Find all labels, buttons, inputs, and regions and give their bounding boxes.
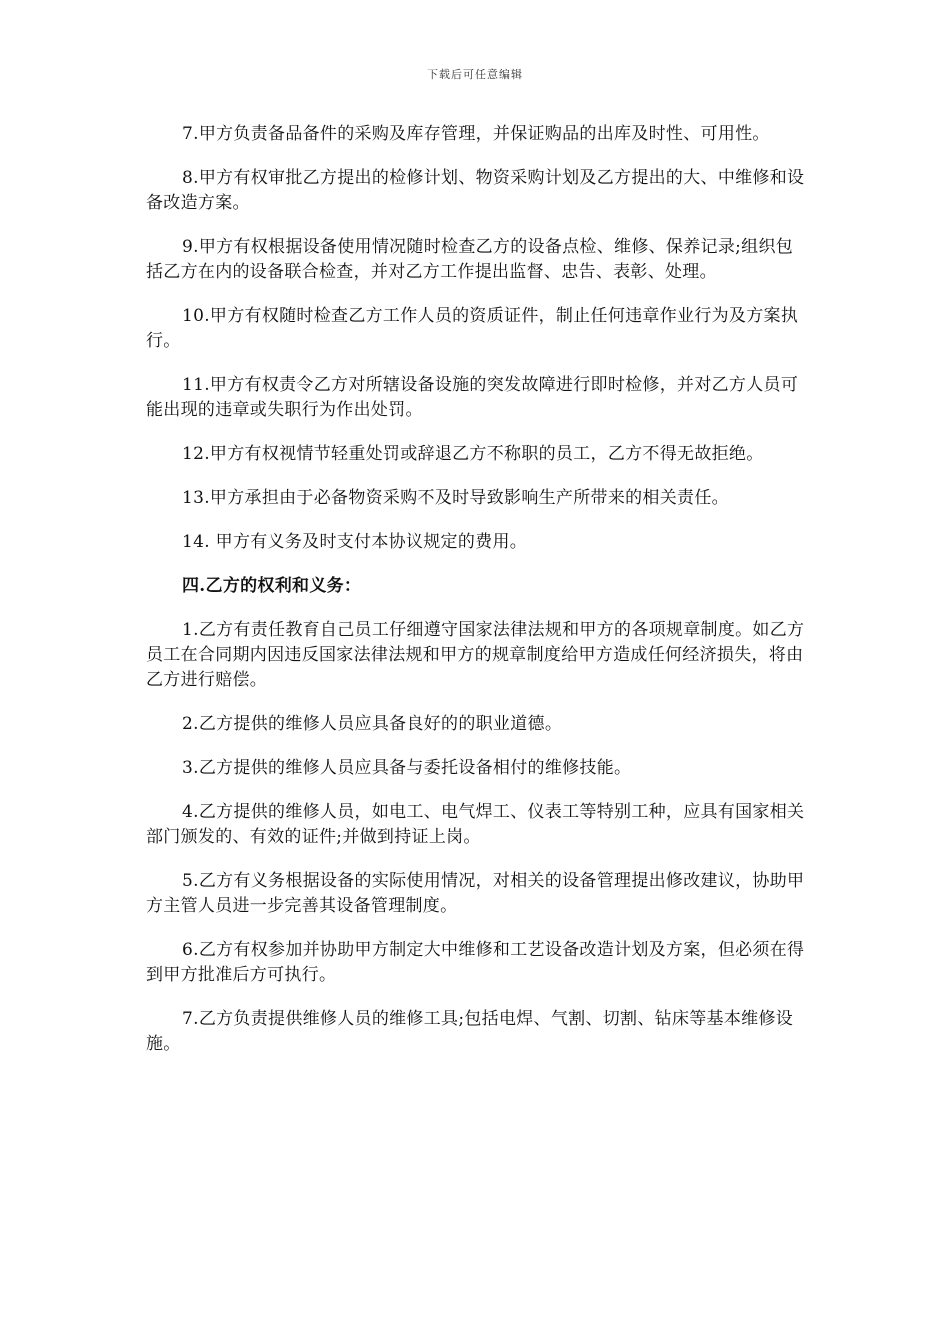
- clause-paragraph: 4.乙方提供的维修人员，如电工、电气焊工、仪表工等特别工种，应具有国家相关部门颁发的、有效的证件;并做到持证上岗。: [146, 802, 805, 847]
- clause-paragraph: 12.甲方有权视情节轻重处罚或辞退乙方不称职的员工，乙方不得无故拒绝。: [182, 444, 764, 464]
- clause-paragraph: 7.乙方负责提供维修人员的维修工具;包括电焊、气割、切割、钻床等基本维修设施。: [146, 1009, 794, 1054]
- clause-paragraph: 9.甲方有权根据设备使用情况随时检查乙方的设备点检、维修、保养记录;组织包括乙方在内的设备联合检查，并对乙方工作提出监督、忠告、表彰、处理。: [146, 237, 794, 282]
- clause-paragraph: 6.乙方有权参加并协助甲方制定大中维修和工艺设备改造计划及方案，但必须在得到甲方批准后方可执行。: [146, 940, 805, 985]
- clause-paragraph: 14. 甲方有义务及时支付本协议规定的费用。: [182, 532, 528, 552]
- section-heading: 四.乙方的权利和义务：: [182, 576, 362, 596]
- document-body: [146, 122, 810, 1076]
- clause-paragraph: 7.甲方负责备品备件的采购及库存管理，并保证购品的出库及时性、可用性。: [182, 124, 770, 144]
- page-header: 下载后可任意编辑: [427, 68, 523, 81]
- clause-paragraph: 11.甲方有权责令乙方对所辖设备设施的突发故障进行即时检修，并对乙方人员可能出现的违章或失职行为作出处罚。: [146, 375, 799, 420]
- clause-paragraph: 1.乙方有责任教育自己员工仔细遵守国家法律法规和甲方的各项规章制度。如乙方员工在合同期内因违反国家法律法规和甲方的规章制度给甲方造成任何经济损失，将由乙方进行赔偿。: [146, 620, 805, 690]
- clause-paragraph: 10.甲方有权随时检查乙方工作人员的资质证件，制止任何违章作业行为及方案执行。: [146, 306, 799, 351]
- clause-paragraph: 13.甲方承担由于必备物资采购不及时导致影响生产所带来的相关责任。: [182, 488, 729, 508]
- clause-paragraph: 8.甲方有权审批乙方提出的检修计划、物资采购计划及乙方提出的大、中维修和设备改造方案。: [146, 168, 805, 213]
- clause-paragraph: 2.乙方提供的维修人员应具备良好的的职业道德。: [182, 714, 563, 734]
- clause-paragraph: 3.乙方提供的维修人员应具备与委托设备相付的维修技能。: [182, 758, 632, 778]
- clause-paragraph: 5.乙方有义务根据设备的实际使用情况，对相关的设备管理提出修改建议，协助甲方主管人员进一步完善其设备管理制度。: [146, 871, 805, 916]
